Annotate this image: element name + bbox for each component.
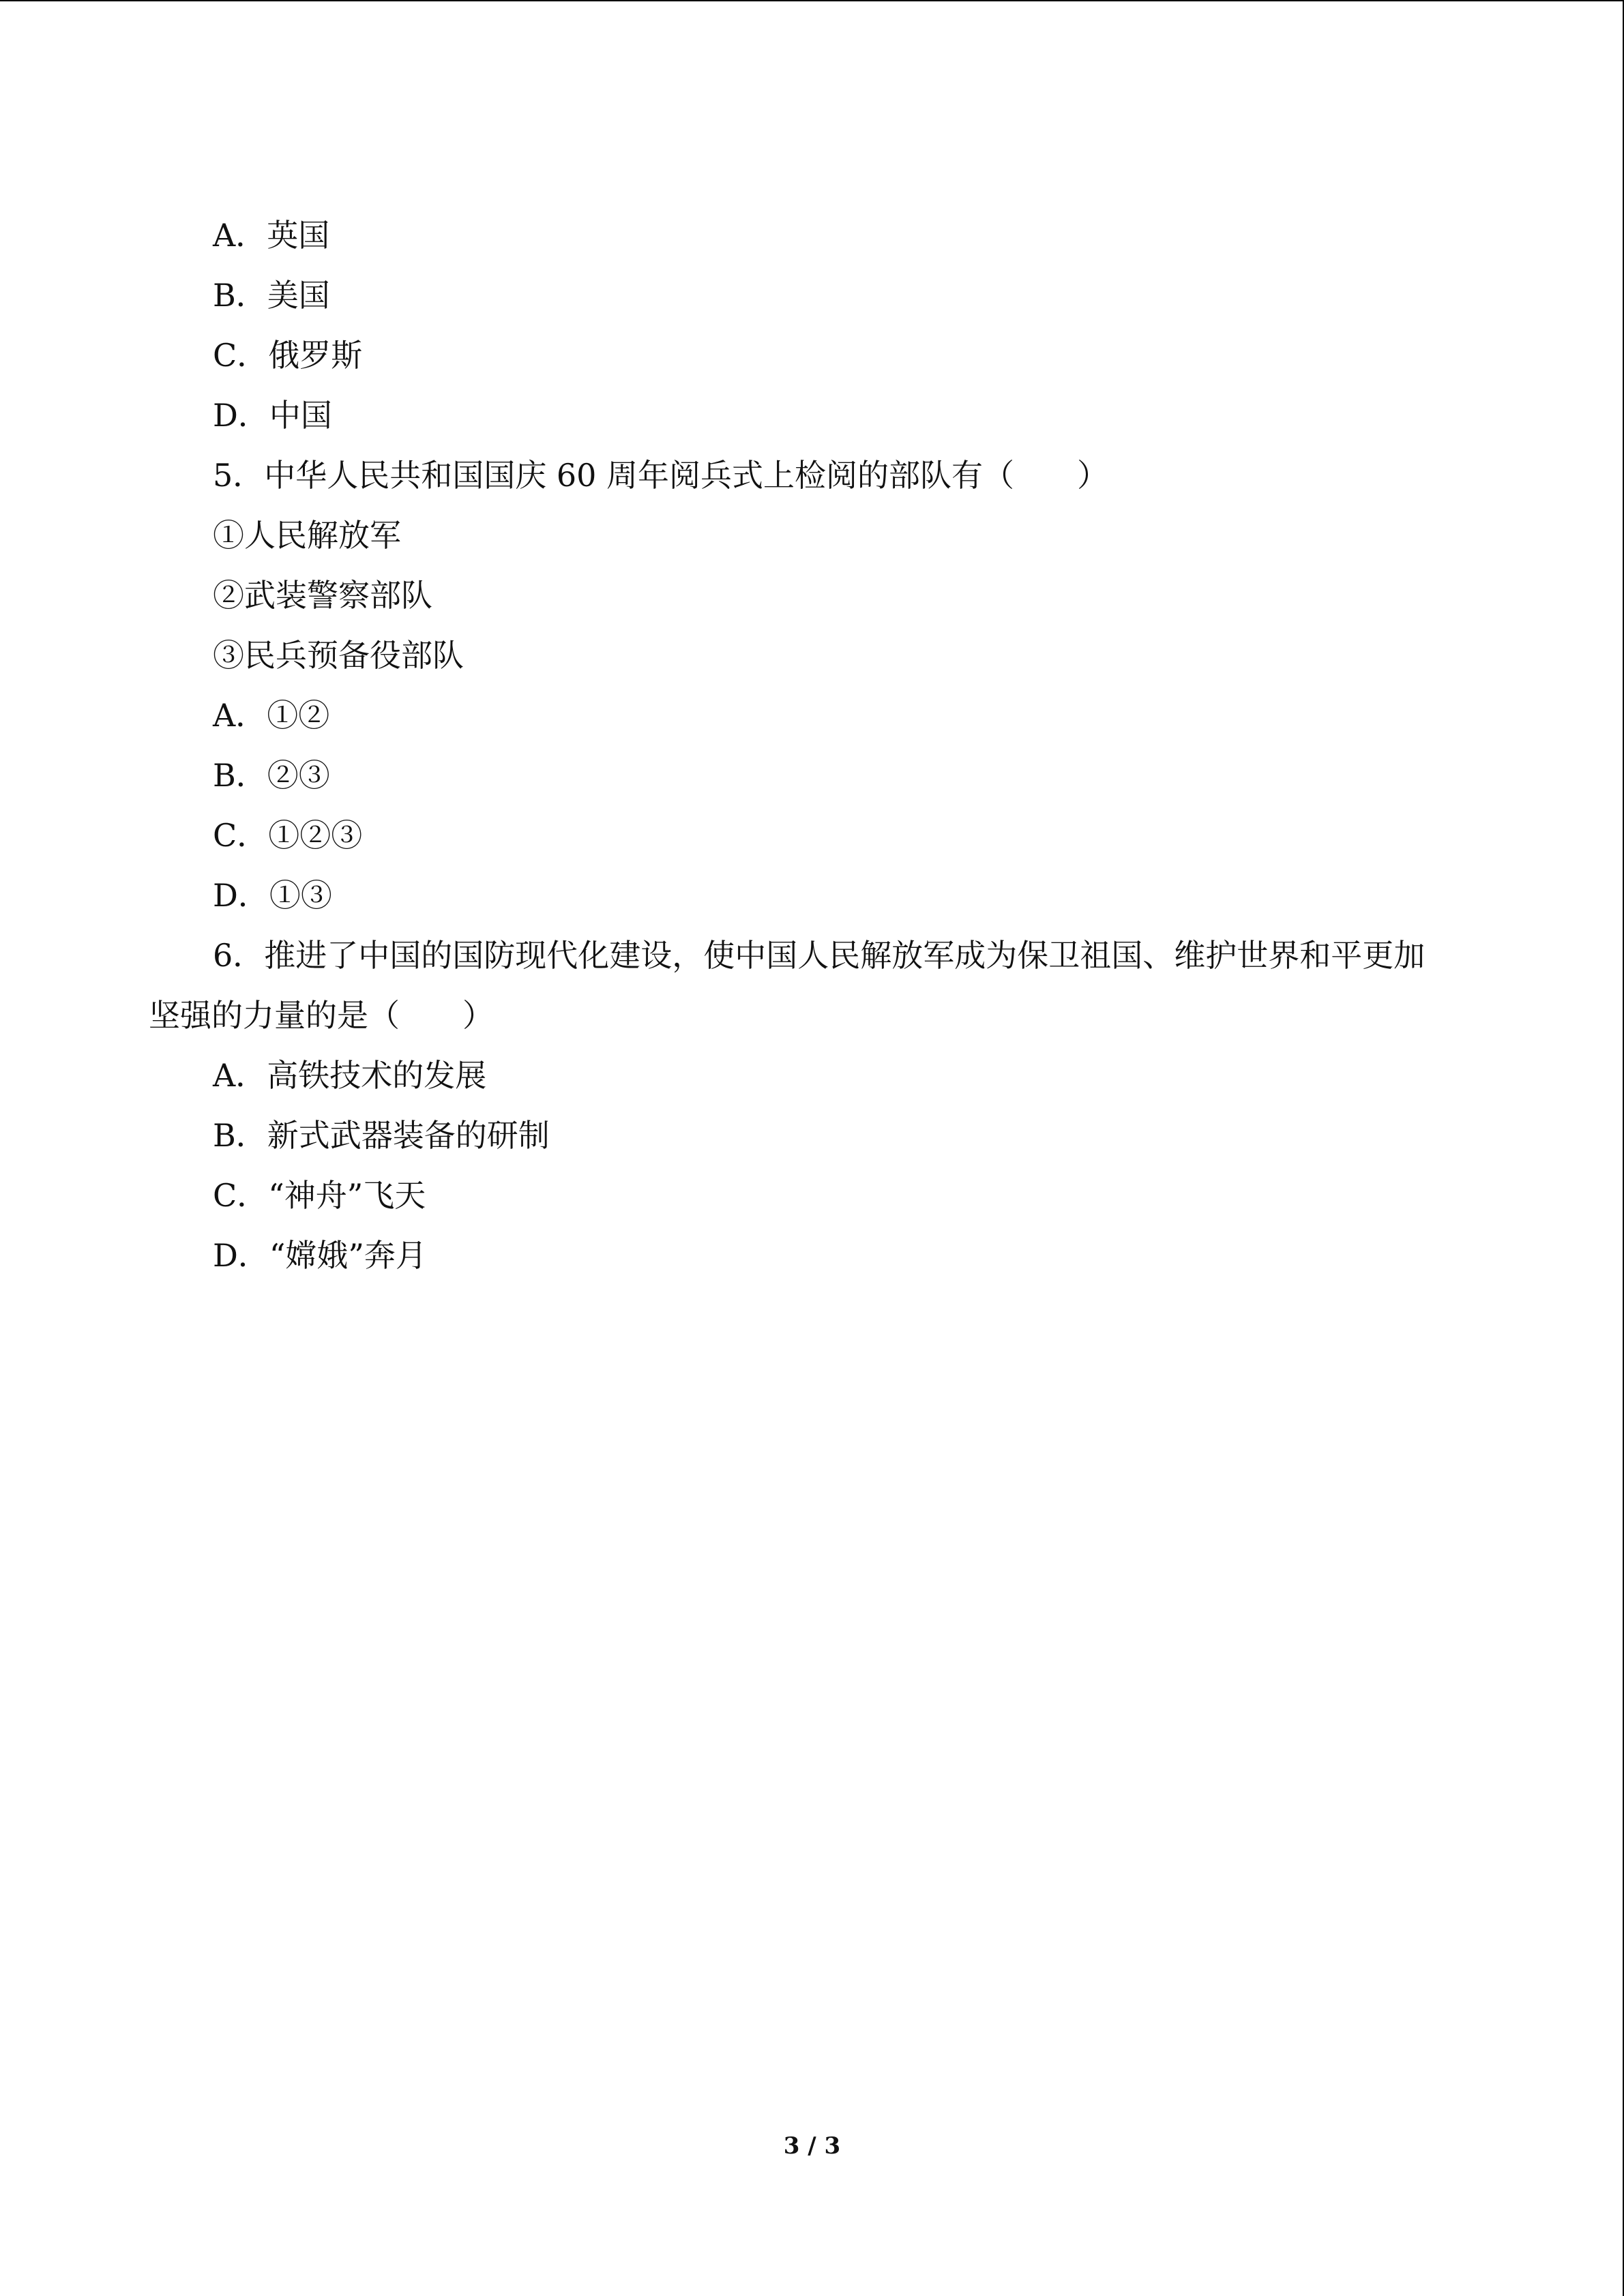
page-number: 3 / 3 bbox=[783, 2132, 841, 2160]
q4-option-a: A．英国 bbox=[213, 217, 330, 254]
q5-option-a: A．①② bbox=[213, 697, 330, 734]
q5-item-3: ③民兵预备役部队 bbox=[213, 637, 464, 674]
q6-option-b: B．新式武器装备的研制 bbox=[213, 1117, 550, 1154]
q4-option-c: C．俄罗斯 bbox=[213, 337, 363, 374]
q5-option-d: D．①③ bbox=[213, 877, 332, 914]
q4-option-d: D．中国 bbox=[213, 397, 332, 434]
q6-option-a: A．高铁技术的发展 bbox=[213, 1057, 487, 1094]
q6-option-d: D．“嫦娥”奔月 bbox=[213, 1237, 427, 1274]
q5-option-b: B．②③ bbox=[213, 757, 330, 794]
page-border-top bbox=[0, 0, 1624, 1]
q5-item-1: ①人民解放军 bbox=[213, 517, 401, 554]
q6-option-c: C．“神舟”飞天 bbox=[213, 1177, 426, 1214]
q6-stem-line-2: 坚强的力量的是（ ） bbox=[149, 997, 494, 1034]
q6-stem-line-1: 6．推进了中国的国防现代化建设，使中国人民解放军成为保卫祖国、维护世界和平更加 bbox=[213, 937, 1426, 974]
q4-option-b: B．美国 bbox=[213, 277, 330, 314]
q5-item-2: ②武装警察部队 bbox=[213, 577, 432, 614]
q5-stem: 5．中华人民共和国国庆 60 周年阅兵式上检阅的部队有（ ） bbox=[213, 457, 1109, 494]
q5-option-c: C．①②③ bbox=[213, 817, 363, 854]
